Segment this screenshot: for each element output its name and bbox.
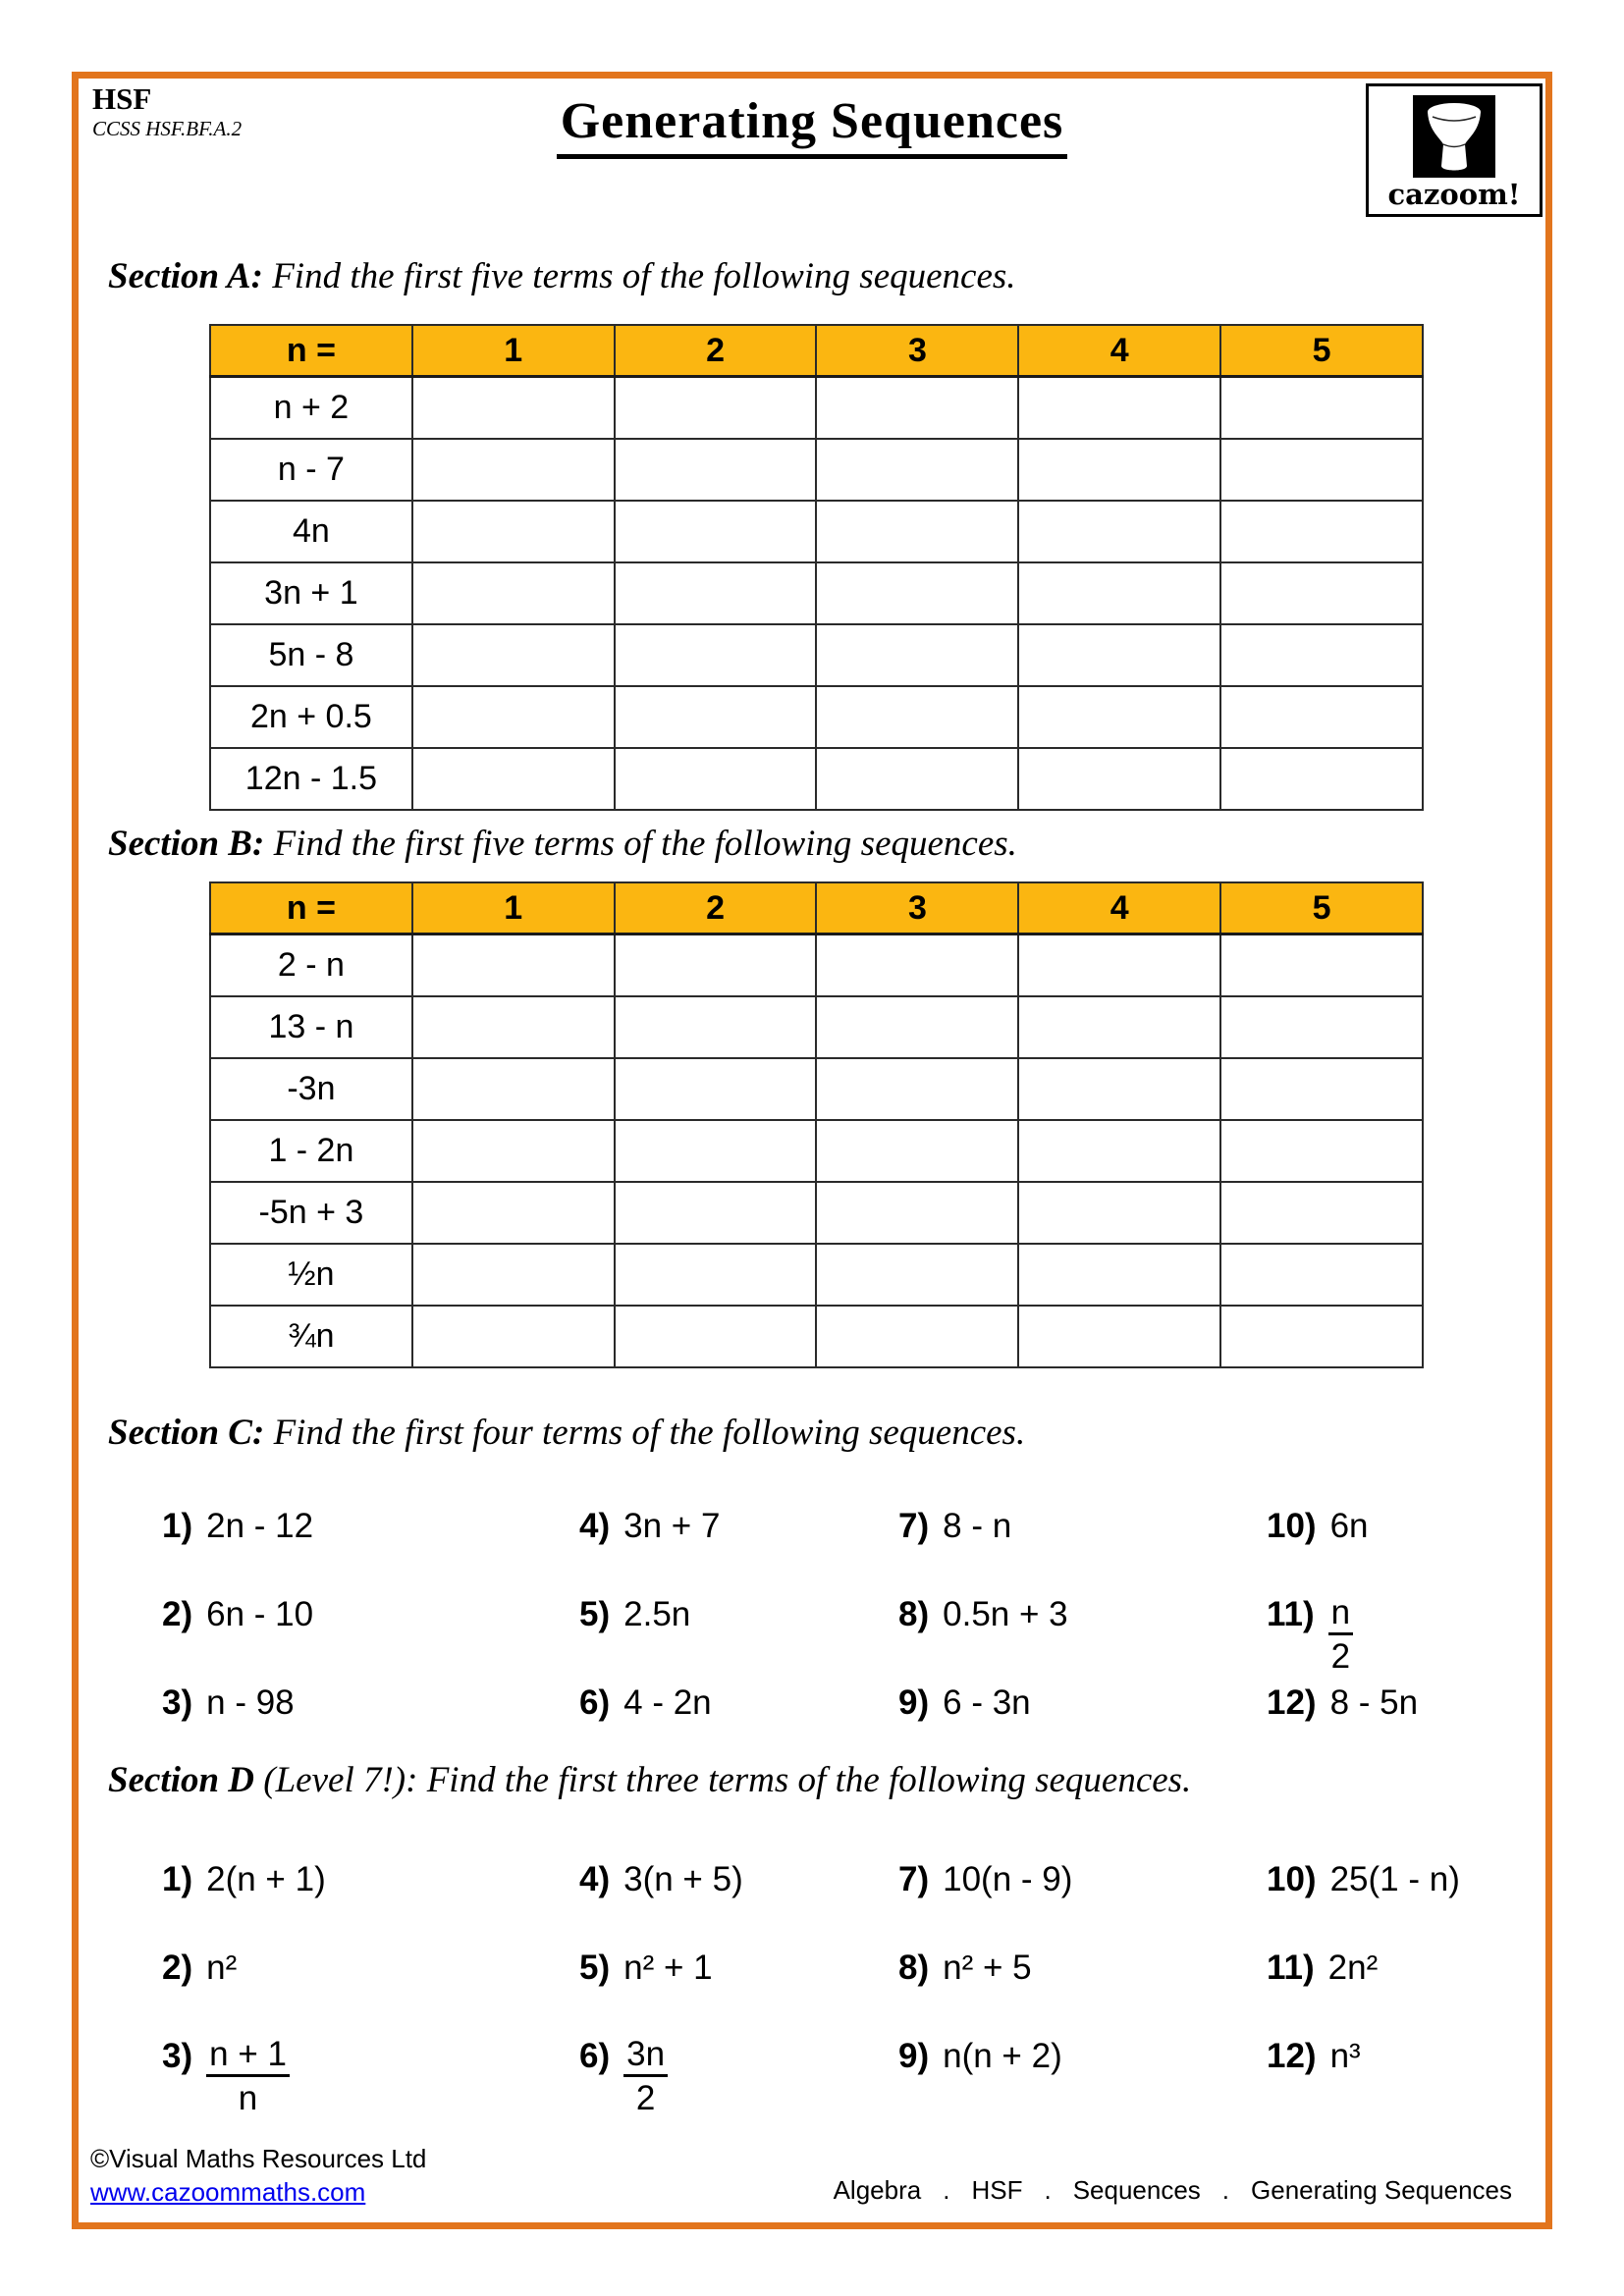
problem-expression: 6n — [1329, 1507, 1369, 1545]
problem-c11 — [1267, 1595, 1541, 1683]
answer-cell — [615, 562, 817, 624]
answer-cell — [816, 934, 1018, 997]
fraction — [623, 2037, 668, 2116]
column-header-cell: 5 — [1220, 325, 1423, 377]
problem-number: 1) — [162, 1860, 193, 1898]
section-d-label: Section D — [108, 1760, 255, 1800]
table-row — [210, 1244, 1423, 1306]
sequence-rule-cell: -3n — [210, 1058, 412, 1120]
answer-cell — [412, 439, 615, 501]
column-header-cell: n = — [210, 325, 412, 377]
answer-cell — [1220, 1182, 1423, 1244]
answer-cell — [412, 1182, 615, 1244]
breadcrumb-separator: . — [1221, 2175, 1230, 2205]
problem-expression: 10(n - 9) — [943, 1860, 1073, 1898]
section-c-label: Section C: — [108, 1413, 265, 1453]
table-row — [210, 1120, 1423, 1182]
problem-expression: 3n + 7 — [623, 1507, 721, 1545]
sequence-rule-cell: 4n — [210, 501, 412, 562]
column-header-cell: 5 — [1220, 882, 1423, 934]
answer-cell — [1220, 562, 1423, 624]
breadcrumb — [834, 2175, 1512, 2206]
answer-cell — [1018, 996, 1220, 1058]
fraction-numerator: n + 1 — [206, 2037, 290, 2077]
section-b-label: Section B: — [108, 824, 265, 864]
problem-number: 8) — [898, 1595, 930, 1633]
answer-cell — [1018, 686, 1220, 748]
problem-expression: 2.5n — [623, 1595, 691, 1633]
sequence-rule-cell: 12n - 1.5 — [210, 748, 412, 810]
problem-c2 — [162, 1595, 579, 1683]
sequence-rule-cell: ½n — [210, 1244, 412, 1306]
sequence-rule-cell: n - 7 — [210, 439, 412, 501]
problem-number: 4) — [579, 1860, 611, 1898]
table-row — [210, 439, 1423, 501]
section-a-label: Section A: — [108, 256, 263, 296]
problem-c8 — [898, 1595, 1267, 1683]
section-d-level-note: (Level 7!): — [263, 1760, 418, 1800]
table-row — [210, 624, 1423, 686]
section-c-instruction: Find the first four terms of the following sequences. — [273, 1413, 1026, 1453]
problem-c12 — [1267, 1683, 1541, 1772]
section-c-heading — [108, 1412, 1025, 1454]
problem-expression: 8 - n — [943, 1507, 1012, 1545]
problem-expression: n² + 5 — [943, 1949, 1032, 1987]
answer-cell — [1018, 748, 1220, 810]
column-header-cell: 1 — [412, 325, 615, 377]
problem-d6 — [579, 2037, 898, 2125]
answer-cell — [1220, 501, 1423, 562]
answer-cell — [615, 439, 817, 501]
problem-number: 11) — [1267, 1949, 1315, 1987]
problem-number: 2) — [162, 1595, 193, 1633]
problem-number: 9) — [898, 2037, 930, 2075]
column-header-cell: 1 — [412, 882, 615, 934]
problem-expression: 6n - 10 — [206, 1595, 314, 1633]
answer-cell — [1018, 439, 1220, 501]
problem-expression: 2n² — [1327, 1949, 1379, 1987]
logo-text: cazoom! — [1387, 178, 1521, 211]
breadcrumb-item: Generating Sequences — [1251, 2175, 1512, 2205]
problem-expression: n - 98 — [206, 1683, 295, 1722]
breadcrumb-separator: . — [1044, 2175, 1052, 2205]
answer-cell — [615, 996, 817, 1058]
problem-expression: 3(n + 5) — [623, 1860, 743, 1898]
answer-cell — [412, 1120, 615, 1182]
answer-cell — [412, 624, 615, 686]
answer-cell — [1018, 1306, 1220, 1367]
section-b-instruction: Find the first five terms of the following sequences. — [273, 824, 1017, 864]
answer-cell — [1018, 1244, 1220, 1306]
problem-expression: 6 - 3n — [943, 1683, 1031, 1722]
sequence-rule-cell: -5n + 3 — [210, 1182, 412, 1244]
problem-d4 — [579, 1860, 898, 1949]
problem-c5 — [579, 1595, 898, 1683]
table-row — [210, 996, 1423, 1058]
fraction-denominator: 2 — [1330, 1637, 1351, 1676]
answer-cell — [1220, 1306, 1423, 1367]
title-wrap — [79, 92, 1545, 159]
answer-cell — [816, 1058, 1018, 1120]
answer-cell — [412, 1058, 615, 1120]
problem-expression: n(n + 2) — [943, 2037, 1062, 2075]
problem-expression: n² — [206, 1949, 238, 1987]
problem-c4 — [579, 1507, 898, 1595]
answer-cell — [412, 686, 615, 748]
answer-cell — [1018, 501, 1220, 562]
problem-number: 5) — [579, 1595, 611, 1633]
answer-cell — [816, 377, 1018, 440]
breadcrumb-item: HSF — [971, 2175, 1023, 2205]
problem-number: 11) — [1267, 1595, 1315, 1633]
answer-cell — [615, 1120, 817, 1182]
sequence-rule-cell: 1 - 2n — [210, 1120, 412, 1182]
table-row — [210, 1058, 1423, 1120]
sequence-table — [209, 881, 1424, 1368]
column-header-cell: 2 — [615, 325, 817, 377]
answer-cell — [1018, 1120, 1220, 1182]
problem-expression: n³ — [1329, 2037, 1361, 2075]
sequence-rule-cell: n + 2 — [210, 377, 412, 440]
website-link[interactable]: www.cazoommaths.com — [90, 2177, 366, 2207]
problem-number: 6) — [579, 2037, 611, 2075]
problem-number: 10) — [1267, 1507, 1317, 1545]
answer-cell — [816, 1244, 1018, 1306]
table-row — [210, 934, 1423, 997]
problem-number: 3) — [162, 2037, 193, 2075]
answer-cell — [1018, 377, 1220, 440]
problem-c1 — [162, 1507, 579, 1595]
answer-cell — [412, 748, 615, 810]
table-row — [210, 748, 1423, 810]
answer-cell — [1220, 996, 1423, 1058]
column-header-cell: n = — [210, 882, 412, 934]
table-row — [210, 501, 1423, 562]
answer-cell — [1220, 748, 1423, 810]
problem-number: 10) — [1267, 1860, 1317, 1898]
answer-cell — [615, 377, 817, 440]
column-header-cell: 4 — [1018, 325, 1220, 377]
answer-cell — [816, 686, 1018, 748]
fraction-denominator: n — [238, 2079, 258, 2117]
answer-cell — [615, 686, 817, 748]
problem-expression: n² + 1 — [623, 1949, 713, 1987]
problem-number: 12) — [1267, 1683, 1317, 1722]
answer-cell — [816, 501, 1018, 562]
section-a-instruction: Find the first five terms of the following sequences. — [272, 256, 1016, 296]
problem-number: 7) — [898, 1507, 930, 1545]
breadcrumb-item: Algebra — [833, 2175, 922, 2205]
answer-cell — [1220, 377, 1423, 440]
table-row — [210, 1182, 1423, 1244]
sequence-rule-cell: 2 - n — [210, 934, 412, 997]
breadcrumb-item: Sequences — [1072, 2175, 1201, 2205]
problem-number: 1) — [162, 1507, 193, 1545]
drum-icon — [1413, 95, 1495, 178]
sequence-rule-cell: 5n - 8 — [210, 624, 412, 686]
sequence-rule-cell: 13 - n — [210, 996, 412, 1058]
answer-cell — [816, 748, 1018, 810]
problem-expression: 2(n + 1) — [206, 1860, 326, 1898]
fraction-numerator: n — [1328, 1595, 1353, 1635]
table-row — [210, 1306, 1423, 1367]
answer-cell — [615, 934, 817, 997]
answer-cell — [816, 1182, 1018, 1244]
column-header-cell: 4 — [1018, 882, 1220, 934]
answer-cell — [816, 439, 1018, 501]
sequence-rule-cell: ¾n — [210, 1306, 412, 1367]
column-header-cell: 2 — [615, 882, 817, 934]
problem-d1 — [162, 1860, 579, 1949]
fraction-denominator: 2 — [635, 2079, 656, 2117]
problem-d11 — [1267, 1949, 1541, 2037]
problem-number: 3) — [162, 1683, 193, 1722]
problem-number: 7) — [898, 1860, 930, 1898]
answer-cell — [1018, 562, 1220, 624]
column-header-cell: 3 — [816, 325, 1018, 377]
answer-cell — [412, 934, 615, 997]
page-title: Generating Sequences — [557, 92, 1068, 159]
table-row — [210, 686, 1423, 748]
answer-cell — [1018, 1182, 1220, 1244]
breadcrumb-separator: . — [943, 2175, 950, 2205]
answer-cell — [412, 501, 615, 562]
answer-cell — [1220, 439, 1423, 501]
answer-cell — [615, 1306, 817, 1367]
problem-d7 — [898, 1860, 1267, 1949]
problem-c10 — [1267, 1507, 1541, 1595]
problem-number: 6) — [579, 1683, 611, 1722]
section-d-instruction: Find the first three terms of the following sequences. — [426, 1760, 1192, 1800]
course-code: HSF — [92, 81, 152, 116]
problem-d5 — [579, 1949, 898, 2037]
answer-cell — [1220, 624, 1423, 686]
fraction — [206, 2037, 290, 2116]
copyright-text: ©Visual Maths Resources Ltd — [90, 2144, 427, 2173]
section-a-heading — [108, 255, 1016, 297]
answer-cell — [1220, 1244, 1423, 1306]
problem-number: 4) — [579, 1507, 611, 1545]
answer-cell — [615, 624, 817, 686]
answer-cell — [615, 1058, 817, 1120]
problem-expression: 0.5n + 3 — [943, 1595, 1068, 1633]
answer-cell — [816, 624, 1018, 686]
problem-d3 — [162, 2037, 579, 2125]
problem-number: 8) — [898, 1949, 930, 1987]
cazoom-logo — [1366, 83, 1543, 217]
answer-cell — [412, 1244, 615, 1306]
problem-d9 — [898, 2037, 1267, 2125]
answer-cell — [1018, 1058, 1220, 1120]
answer-cell — [1220, 686, 1423, 748]
problem-d12 — [1267, 2037, 1541, 2125]
table-row — [210, 377, 1423, 440]
problem-number: 2) — [162, 1949, 193, 1987]
answer-cell — [816, 996, 1018, 1058]
answer-cell — [412, 377, 615, 440]
answer-cell — [1018, 934, 1220, 997]
fraction-numerator: 3n — [623, 2037, 668, 2077]
section-c-problems — [162, 1507, 1541, 1772]
answer-cell — [1018, 624, 1220, 686]
footer-left — [90, 2142, 426, 2209]
section-a-table-wrap — [209, 324, 1424, 811]
problem-number: 9) — [898, 1683, 930, 1722]
sequence-table — [209, 324, 1424, 811]
answer-cell — [1220, 934, 1423, 997]
section-d-problems — [162, 1860, 1541, 2125]
page-border — [72, 72, 1552, 2229]
answer-cell — [412, 996, 615, 1058]
sequence-rule-cell: 2n + 0.5 — [210, 686, 412, 748]
column-header-cell: 3 — [816, 882, 1018, 934]
problem-number: 12) — [1267, 2037, 1317, 2075]
section-b-table-wrap — [209, 881, 1424, 1368]
answer-cell — [816, 562, 1018, 624]
problem-expression: 25(1 - n) — [1329, 1860, 1460, 1898]
problem-expression: 2n - 12 — [206, 1507, 314, 1545]
fraction — [1328, 1595, 1353, 1675]
answer-cell — [1220, 1120, 1423, 1182]
section-b-heading — [108, 823, 1017, 865]
answer-cell — [816, 1306, 1018, 1367]
problem-number: 5) — [579, 1949, 611, 1987]
answer-cell — [615, 1244, 817, 1306]
answer-cell — [412, 1306, 615, 1367]
standard-code: CCSS HSF.BF.A.2 — [92, 117, 243, 140]
table-row — [210, 562, 1423, 624]
section-d-heading — [108, 1759, 1191, 1801]
answer-cell — [412, 562, 615, 624]
problem-d10 — [1267, 1860, 1541, 1949]
answer-cell — [615, 1182, 817, 1244]
problem-expression: 4 - 2n — [623, 1683, 712, 1722]
problem-expression: 8 - 5n — [1329, 1683, 1419, 1722]
sequence-rule-cell: 3n + 1 — [210, 562, 412, 624]
problem-d8 — [898, 1949, 1267, 2037]
problem-d2 — [162, 1949, 579, 2037]
answer-cell — [1220, 1058, 1423, 1120]
answer-cell — [615, 501, 817, 562]
answer-cell — [816, 1120, 1018, 1182]
problem-c7 — [898, 1507, 1267, 1595]
answer-cell — [615, 748, 817, 810]
